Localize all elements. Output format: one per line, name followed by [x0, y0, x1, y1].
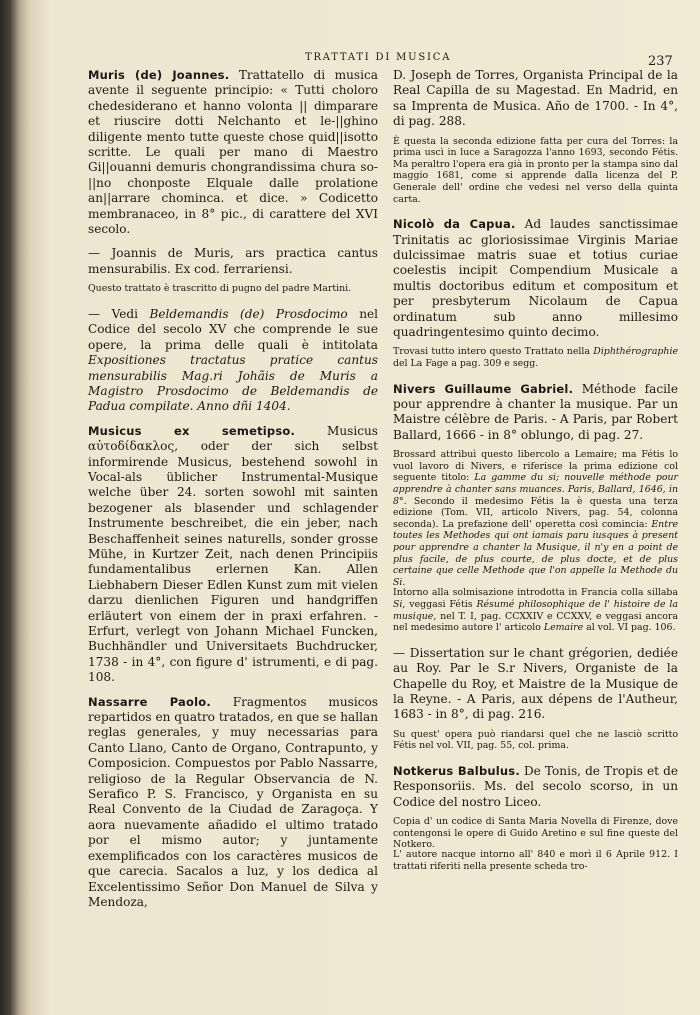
footnote: [393, 346, 678, 369]
note-text: Brossard attribuì questo libercolo a Lemaire; ma Fétis lo vuol lavoro di Nivers, e riferisce la prima edizione col seguente titolo:: [393, 449, 678, 484]
note-text: Trovasi tutto intero questo Trattato nella: [393, 346, 594, 358]
note-italic-text: La gamme du si; nouvelle méthode pour apprendre à chanter sans muances. Paris, Ballard, 1646, in 8°.: [393, 472, 678, 507]
note-italic-text: Lemaire: [543, 622, 584, 634]
entry-text: Fragmentos musicos repartidos en quatro tratados, en que se hallan reglas generales, y muy necessarias para Canto Llano, Canto de Organo, Contrapunto, y Composicion. Compuestos por Pablo Nassarre, religioso de la Regular Observancia de N. Serafico P. S. Francisco, y Organista en su Real Convento de la Ciudad de Zaragoça. Y aora nuevamente añadido el ultimo tratado por el mismo autor; y juntamente exemplificados con los caractères musicos de que carecia. Sacalos a luz, y los dedica al Excelentissimo Señor Don Manuel de Silva y Mendoza,: [88, 694, 378, 909]
note-text: al vol. VI pag. 106.: [583, 622, 676, 634]
entry-muris: [88, 68, 378, 237]
entry-heading: Notkerus Balbulus.: [393, 763, 520, 778]
entry-heading: Nicolò da Capua.: [393, 217, 516, 232]
note-text: , nel T. I, pag. CCXXIV e CCXXV, e veggasi ancora nel medesimo autore l' articolo: [393, 610, 678, 634]
entry-heading: Nassarre Paolo.: [88, 694, 211, 709]
entry-text: — Joannis de Muris, ars practica cantus mensurabilis. Ex cod. ferrariensi.: [88, 246, 378, 276]
entry-text: Méthode facile pour apprendre à chanter la musique. Par un Maistre célèbre de Paris. - A Paris, par Robert Ballard, 1666 - in 8° oblungo, di pag. 27.: [393, 381, 678, 442]
entry-italic-text: Expositiones tractatus pratice cantus mensurabilis Mag.ri Johãis de Muris a Magistro Prosdocimo de Beldemandis de Padua compilate. Anno dñi 1404.: [88, 353, 378, 414]
entry-nicolo: [393, 217, 678, 340]
note-italic-text: Résumé philosophique de l' histoire de la musique: [393, 598, 678, 622]
entry-nassarre: [88, 695, 378, 911]
footnote: [393, 449, 678, 588]
entry-heading: Musicus ex semetipso.: [88, 423, 296, 438]
note-italic-text: Si: [393, 598, 403, 610]
entry-italic-text: Beldemandis (de) Prosdocimo: [149, 306, 348, 321]
note-text: del La Fage a pag. 309 e segg.: [393, 358, 539, 370]
footnote: Su quest' opera può riandarsi quel che ne lasciò scritto Fétis nel vol. VII, pag. 55, col. prima.: [393, 728, 678, 752]
footnote: È questa la seconda edizione fatta per cura del Torres: la prima uscì in luce a Saragozza l'anno 1693, secondo Fétis. Ma peraltro l'opera era già in pronto per la stampa sino dal maggio 1681, come si apprende dalla licenza del P. Generale dell' ordine che vedesi nel verso della quinta carta.: [393, 135, 678, 205]
note-text: Secondo il medesimo Fétis la è questa una terza edizione (Tom. VII, articolo Nivers, pag. 54, colonna seconda). La prefazione dell' operetta così comincia:: [393, 495, 678, 530]
entry-muris-ars-practica: [88, 246, 378, 277]
running-head: TRATTATI DI MUSICA: [305, 52, 452, 63]
entry-heading: Nivers Guillaume Gabriel.: [393, 381, 574, 396]
note-text: , veggasi Fétis: [402, 598, 477, 610]
right-column: [393, 68, 678, 884]
left-column: [88, 68, 378, 919]
entry-text: — Vedi: [88, 306, 150, 321]
entry-text: De Tonis, de Tropis et de Responsoriis. Ms. del secolo scorso, in un Codice del nostro Liceo.: [393, 763, 679, 809]
entry-text: Ad laudes sanctissimae Trinitatis ac gloriosissimae Virginis Mariae dulcissimae matris suae et totius curiae coelestis incipit Compendium Musicale a multis doctoribus editum et compositum et per presbyterum Nicolaum de Capua ordinatum sub anno millesimo quadringentesimo quinto decimo.: [393, 217, 678, 340]
entry-heading: Muris (de) Joannes.: [88, 68, 230, 82]
entry-text: Trattatello di musica avente il seguente principio: « Tutti choloro chedesiderano et hanno volonta || dimparare et riuscire dotti Nelchanto et le-||ghino diligente mento tutte queste chose quid||isotto scritte. Le quali per mano di Maestro Gi||ouanni demuris chongrandissima chura so-||no chonposte Elquale dalle prolatione an||arrare chominca. et dice. » Codicetto membranaceo, in 8° pic., di carattere del XVI secolo.: [88, 68, 378, 237]
note-text: Intorno alla solmisazione introdotta in Francia colla sillaba: [393, 587, 678, 599]
entry-nivers: [393, 382, 678, 444]
entry-text: nel Codice del secolo XV che comprende le sue opere, la prima delle quali è intitolata: [88, 306, 379, 352]
footnote: Copia d' un codice di Santa Maria Novella di Firenze, dove contengonsi le opere di Guido Aretino e sul fine queste del Notkero.: [393, 816, 678, 851]
note-italic-text: Diphthérographie: [593, 346, 678, 358]
footnote: Questo trattato è trascritto di pugno del padre Martini.: [88, 283, 352, 295]
entry-text: Musicus αὐτοδίδακλος, oder der sich selbst informirende Musicus, bestehend sowohl in Vocal-als üblicher Instrumental-Musique welche über 24. sorten sowohl mit sainten bezogener als blasender und schlagender Instrumente beschreibet, die ein jeber, nach Beschaffenheit seines naturells, sonder grosse Mühe, in Kurtzer Zeit, nach denen Principiis fundamentalibus erlernen Kan. Allen Liebhabern Dieser Edlen Kunst zum mit vielen darzu dienlichen Figuren und handgriffen erläutert von einem der in praxi erfahren. - Erfurt, verlegt von Johann Michael Funcken, Buchhändler und Universitaets Buchdrucker, 1738 - in 4°, con figure d' istrumenti, e di pag. 108.: [88, 423, 378, 685]
footnote: [393, 587, 678, 633]
entry-muris-beldemandis: [88, 307, 378, 415]
footnote: L' autore nacque intorno all' 840 e morì il 6 Aprile 912. I trattati riferiti nella presente scheda tro-: [393, 848, 678, 872]
note-italic-text: Entre toutes les Methodes qui ont iamais paru iusques à present pour apprendre a chanter la Musique, il n'y en a point de plus facile, de plus courte, de plus docte, et de plus certaine que celle Methode que l'on appelle la Methode du Si.: [393, 518, 678, 588]
entry-notkerus: [393, 764, 678, 810]
page-number: 237: [648, 54, 673, 69]
entry-musicus: [88, 424, 378, 686]
entry-nassarre-continued: D. Joseph de Torres, Organista Principal de la Real Capilla de su Magestad. En Madrid, en sa Imprenta de Musica. Año de 1700. - In 4°, di pag. 288.: [393, 68, 678, 129]
entry-dissertation: — Dissertation sur le chant grégorien, dediée au Roy. Par le S.r Nivers, Organiste de la Chapelle du Roy, et Maistre de la Musique de la Reyne. - A Paris, aux dépens de l'Autheur, 1683 - in 8°, di pag. 216.: [393, 645, 678, 722]
